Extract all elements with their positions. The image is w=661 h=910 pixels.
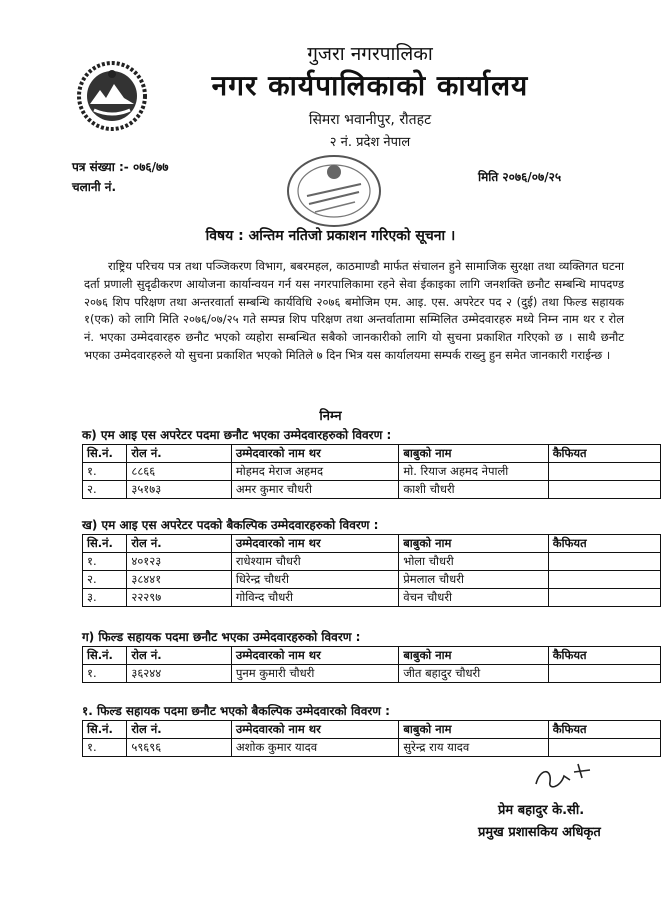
cell-sn: ३. xyxy=(83,589,127,607)
section-title-a: क) एम आइ एस अपरेटर पदमा छनौट भएका उम्मेदवारहरुको विवरण : xyxy=(82,428,392,442)
notice-subject: विषय : अन्तिम नतिजो प्रकाशन गरिएको सूचना । xyxy=(205,228,456,244)
results-table-a xyxy=(82,444,661,499)
notice-date: मिति २०७६/०७/२५ xyxy=(478,170,562,184)
cell-father: भोला चौधरी xyxy=(399,553,549,571)
cell-remarks xyxy=(548,463,660,481)
cell-name: अमर कुमार चौधरी xyxy=(231,481,399,499)
col-father: बाबुको नाम xyxy=(399,445,548,463)
col-name: उम्मेदवारको नाम थर xyxy=(231,647,399,665)
cell-remarks xyxy=(548,553,660,571)
cell-remarks xyxy=(548,739,660,757)
signer-name: प्रेम बहादुर के.सी. xyxy=(498,803,585,818)
cell-sn: १. xyxy=(83,463,127,481)
col-remarks: कैफियत xyxy=(548,721,660,739)
cell-roll: ४०१२३ xyxy=(127,553,231,571)
cell-sn: १. xyxy=(83,553,127,571)
municipality-name: गुजरा नगरपालिका xyxy=(307,43,433,65)
cell-name: गोविन्द चौधरी xyxy=(231,589,398,607)
section-title-c: ग) फिल्ड सहायक पदमा छनौट भएका उम्मेदवारहरुको विवरण : xyxy=(82,630,361,644)
letter-number: पत्र संख्या :- ०७६/७७ xyxy=(72,160,169,174)
col-father: बाबुको नाम xyxy=(399,647,548,665)
below-heading: निम्न xyxy=(319,409,342,424)
col-name: उम्मेदवारको नाम थर xyxy=(231,445,399,463)
section-title-d: १. फिल्ड सहायक पदमा छनौट भएको बैकल्पिक उम्मेदवारको विवरण : xyxy=(82,704,390,718)
results-table-c xyxy=(82,646,661,683)
cell-sn: २. xyxy=(83,571,127,589)
results-table-b xyxy=(82,534,661,607)
table-row xyxy=(83,553,661,571)
col-sn: सि.नं. xyxy=(83,647,127,665)
table-row xyxy=(83,571,661,589)
cell-father: काशी चौधरी xyxy=(399,481,548,499)
cell-name: धिरेन्द्र चौधरी xyxy=(231,571,398,589)
col-sn: सि.नं. xyxy=(83,721,127,739)
cell-father: प्रेमलाल चौधरी xyxy=(399,571,549,589)
col-remarks: कैफियत xyxy=(548,647,660,665)
signature-icon xyxy=(530,758,600,794)
cell-roll: ५९६९६ xyxy=(127,739,232,757)
results-table-d xyxy=(82,720,661,757)
cell-remarks xyxy=(548,665,660,683)
col-name: उम्मेदवारको नाम थर xyxy=(231,721,399,739)
cell-remarks xyxy=(548,481,660,499)
table-row xyxy=(83,589,661,607)
col-remarks: कैफियत xyxy=(548,445,660,463)
cell-name: अशोक कुमार यादव xyxy=(231,739,399,757)
cell-roll: ८८६६ xyxy=(127,463,232,481)
cell-remarks xyxy=(548,571,660,589)
table-row xyxy=(83,481,661,499)
table-row xyxy=(83,739,661,757)
cell-remarks xyxy=(548,589,660,607)
cell-father: मो. रियाज अहमद नेपाली xyxy=(399,463,548,481)
col-roll: रोल नं. xyxy=(127,445,232,463)
col-roll: रोल नं. xyxy=(127,647,232,665)
table-row xyxy=(83,665,661,683)
nepal-emblem-icon xyxy=(76,60,148,132)
table-header-row xyxy=(83,721,661,739)
table-header-row xyxy=(83,647,661,665)
cell-sn: १. xyxy=(83,665,127,683)
cell-sn: २. xyxy=(83,481,127,499)
cell-father: वेचन चौधरी xyxy=(399,589,549,607)
section-title-b: ख) एम आइ एस अपरेटर पदको बैकल्पिक उम्मेदवारहरुको विवरण : xyxy=(82,518,379,532)
col-father: बाबुको नाम xyxy=(399,535,549,553)
dispatch-number: चलानी नं. xyxy=(72,180,117,194)
col-roll: रोल नं. xyxy=(127,721,232,739)
cell-roll: २२२९७ xyxy=(127,589,231,607)
table-header-row xyxy=(83,445,661,463)
cell-sn: १. xyxy=(83,739,127,757)
cell-roll: ३६२४४ xyxy=(127,665,232,683)
col-sn: सि.नं. xyxy=(83,445,127,463)
cell-name: राधेश्याम चौधरी xyxy=(231,553,398,571)
office-title: नगर कार्यपालिकाको कार्यालय xyxy=(211,69,529,102)
signer-title: प्रमुख प्रशासकिय अधिकृत xyxy=(478,825,601,840)
office-stamp-icon xyxy=(285,152,383,230)
cell-father: सुरेन्द्र राय यादव xyxy=(399,739,548,757)
col-father: बाबुको नाम xyxy=(399,721,548,739)
table-header-row xyxy=(83,535,661,553)
col-sn: सि.नं. xyxy=(83,535,127,553)
cell-name: पुनम कुमारी चौधरी xyxy=(231,665,399,683)
cell-father: जीत बहादुर चौधरी xyxy=(399,665,548,683)
cell-name: मोहमद मेराज अहमद xyxy=(231,463,399,481)
col-remarks: कैफियत xyxy=(548,535,660,553)
table-row xyxy=(83,463,661,481)
cell-roll: ३५१७३ xyxy=(127,481,232,499)
col-name: उम्मेदवारको नाम थर xyxy=(231,535,398,553)
notice-body: राष्ट्रिय परिचय पत्र तथा पञ्जिकरण विभाग, बबरमहल, काठमाण्डौ मार्फत संचालन हुने सामाजिक सुरक्षा तथा व्यक्तिगत घटना दर्ता प्रणाली सुदृढीकरण आयोजना कार्यान्वयन गर्न यस नगरपालिकामा रहने सेवा ईकाइका लागि जनशक्ति छनौट सम्बन्धि मापदण्ड २०७६ शिप परिक्षण तथा अन्तरवार्ता सम्बन्धि कार्यविधि २०७६ बमोजिम एम. आइ. एस. अपरेटर पद २ (दुई) तथा फिल्ड सहायक १(एक) को लागि मिति २०७६/०७/२५ गते सम्पन्न शिप परिक्षण तथा अन्तर्वातामा सम्मिलित उम्मेदवारहरु मध्ये निम्न नाम थर र रोल नं. भएका उम्मेदवारहरु छनौट भएको व्यहोरा सम्बन्धित सबैको जानकारीको लागि यो सुचना प्रकाशित गरिएको छ । साथै छनौट भएका उम्मेदवारहरुले यो सुचना प्रकाशित भएको मितिले ७ दिन भित्र यस कार्यालयमा सम्पर्क राख्नु हुन समेत जानकारी गराईन्छ । xyxy=(84,259,624,362)
cell-roll: ३८४४१ xyxy=(127,571,231,589)
address-line-1: सिमरा भवानीपुर, रौतहट xyxy=(308,112,432,128)
address-line-2: २ नं. प्रदेश नेपाल xyxy=(329,135,411,150)
col-roll: रोल नं. xyxy=(127,535,231,553)
